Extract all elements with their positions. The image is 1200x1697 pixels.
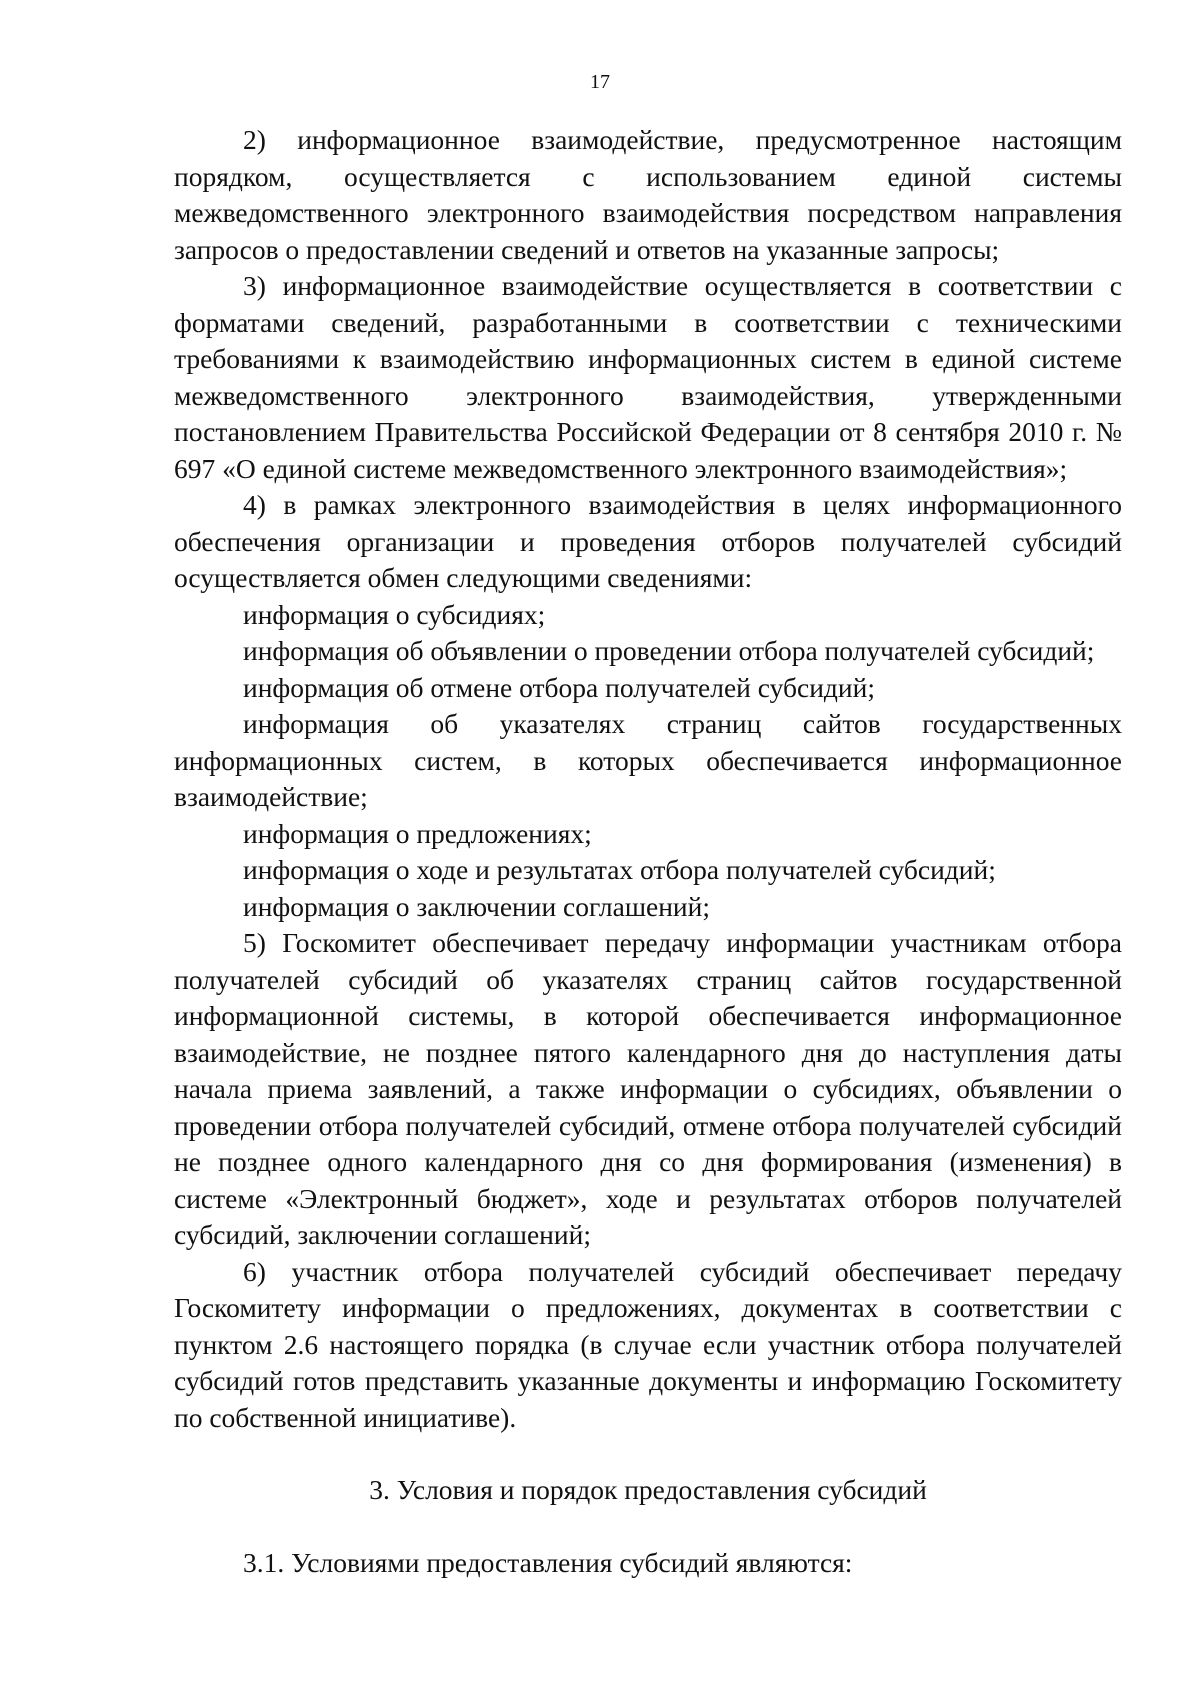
paragraph-item-2: 2) информационное взаимодействие, предусмотренное настоящим порядком, осуществляется с использованием единой системы межведомственного электронного взаимодействия посредством направления запросов о предоставлении сведений и ответов на указанные запросы;: [174, 124, 1122, 265]
list-item-site-pointers: информация об указателях страниц сайтов государственных информационных систем, в которых обеспечивается информационное взаимодействие;: [174, 708, 1122, 812]
subsection-heading: 3.1. Условиями предоставления субсидий являются:: [243, 1546, 853, 1578]
list-item-subsidies: информация о субсидиях;: [243, 598, 546, 630]
list-item-agreements: информация о заключении соглашений;: [243, 890, 710, 922]
list-item-cancellation: информация об отмене отбора получателей субсидий;: [243, 671, 875, 703]
list-item-proposals: информация о предложениях;: [243, 817, 592, 849]
paragraph-item-6: 6) участник отбора получателей субсидий обеспечивает передачу Госкомитету информации о предложениях, документах в соответствии с пунктом 2.6 настоящего порядка (в случае если участник отбора получателей субсидий готов представить указанные документы и информацию Госкомитету по собственной инициативе).: [174, 1255, 1122, 1433]
paragraph-item-5: 5) Госкомитет обеспечивает передачу информации участникам отбора получателей субсидий об указателях страниц сайтов государственной информационной системы, в которой обеспечивается информационное взаимодействие, не позднее пятого календарного дня до наступления даты начала приема заявлений, а также информации о субсидиях, объявлении о проведении отбора получателей субсидий, отмене отбора получателей субсидий не позднее одного календарного дня со дня формирования (изменения) в системе «Электронный бюджет», ходе и результатах отборов получателей субсидий, заключении соглашений;: [174, 927, 1122, 1250]
list-item-progress-results: информация о ходе и результатах отбора получателей субсидий;: [243, 854, 996, 885]
paragraph-item-3: 3) информационное взаимодействие осуществляется в соответствии с форматами сведений, разработанными в соответствии с техническими требованиями к взаимодействию информационных систем в единой системе межведомственного электронного взаимодействия, утвержденными постановлением Правительства Российской Федерации от 8 сентября 2010 г. № 697 «О единой системе межведомственного электронного взаимодействия»;: [174, 270, 1122, 484]
paragraph-item-4: 4) в рамках электронного взаимодействия в целях информационного обеспечения организации и проведения отборов получателей субсидий осуществляется обмен следующими сведениями:: [174, 489, 1122, 593]
section-heading: 3. Условия и порядок предоставления субсидий: [369, 1474, 927, 1505]
page-number: 17: [590, 71, 610, 93]
document-body: [174, 122, 1122, 1581]
list-item-announcement: информация об объявлении о проведении отбора получателей субсидий;: [243, 635, 1095, 666]
